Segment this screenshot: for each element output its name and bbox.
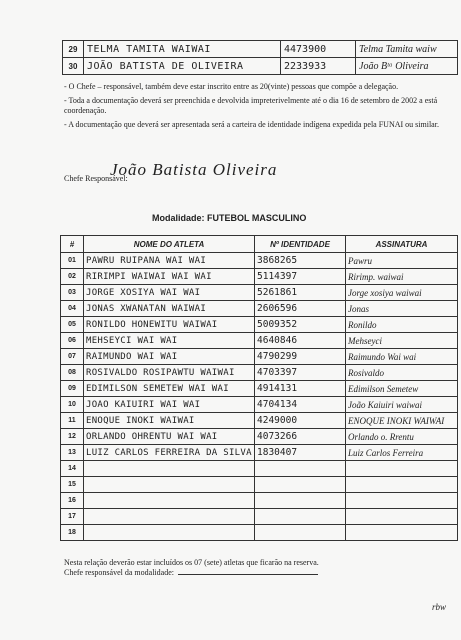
reserve-note: Nesta relação deverão estar incluídos os 07 (sete) atletas que ficarão na reserva. bbox=[64, 558, 319, 567]
signature: João Bᵗᵃ Oliveira bbox=[356, 58, 458, 75]
table-row bbox=[61, 525, 458, 541]
identity-number: 4073266 bbox=[255, 429, 346, 445]
table-row bbox=[61, 333, 458, 349]
athlete-name: RONILDO HONEWITU WAIWAI bbox=[84, 317, 255, 333]
identity-number bbox=[255, 493, 346, 509]
signature: Orlando o. Rrentu bbox=[346, 429, 458, 445]
chefe-modalidade-label: Chefe responsável da modalidade: bbox=[64, 568, 174, 577]
row-number: 17 bbox=[61, 509, 84, 525]
signature: Mehseyci bbox=[346, 333, 458, 349]
table-row bbox=[61, 429, 458, 445]
chefe-label: Chefe Responsável: bbox=[64, 174, 128, 183]
signature bbox=[346, 477, 458, 493]
signature bbox=[346, 461, 458, 477]
instructions-block bbox=[64, 82, 444, 133]
table-row bbox=[61, 253, 458, 269]
athlete-name: JOÃO BATISTA DE OLIVEIRA bbox=[84, 58, 281, 75]
identity-number bbox=[255, 509, 346, 525]
signature: Luiz Carlos Ferreira bbox=[346, 445, 458, 461]
identity-number: 4249000 bbox=[255, 413, 346, 429]
identity-number: 4640846 bbox=[255, 333, 346, 349]
row-number: 02 bbox=[61, 269, 84, 285]
row-number: 03 bbox=[61, 285, 84, 301]
identity-number: 5114397 bbox=[255, 269, 346, 285]
header-num: # bbox=[61, 236, 84, 253]
signature: Edimilson Semetew bbox=[346, 381, 458, 397]
row-number: 01 bbox=[61, 253, 84, 269]
athlete-name: ROSIVALDO ROSIPAWTU WAIWAI bbox=[84, 365, 255, 381]
table-row bbox=[61, 445, 458, 461]
identity-number: 4703397 bbox=[255, 365, 346, 381]
row-number: 07 bbox=[61, 349, 84, 365]
table-row bbox=[63, 41, 458, 58]
row-number: 10 bbox=[61, 397, 84, 413]
row-number: 15 bbox=[61, 477, 84, 493]
athlete-name: ORLANDO OHRENTU WAI WAI bbox=[84, 429, 255, 445]
identity-number: 4790299 bbox=[255, 349, 346, 365]
athlete-name bbox=[84, 509, 255, 525]
row-number: 11 bbox=[61, 413, 84, 429]
identity-number bbox=[255, 525, 346, 541]
signature bbox=[346, 509, 458, 525]
identity-number: 2233933 bbox=[281, 58, 356, 75]
athlete-name: LUIZ CARLOS FERREIRA DA SILVA bbox=[84, 445, 255, 461]
table-row bbox=[61, 285, 458, 301]
athlete-name bbox=[84, 477, 255, 493]
table-row bbox=[61, 461, 458, 477]
table-header-row bbox=[61, 236, 458, 253]
table-row bbox=[63, 58, 458, 75]
header-ident: Nº IDENTIDADE bbox=[255, 236, 346, 253]
athletes-table bbox=[60, 235, 458, 541]
identity-number: 2606596 bbox=[255, 301, 346, 317]
signature: Rosivaldo bbox=[346, 365, 458, 381]
signature: Jonas bbox=[346, 301, 458, 317]
row-number: 29 bbox=[63, 41, 84, 58]
table-row bbox=[61, 381, 458, 397]
row-number: 13 bbox=[61, 445, 84, 461]
signature: Raimundo Wai wai bbox=[346, 349, 458, 365]
identity-number: 3868265 bbox=[255, 253, 346, 269]
signature: Telma Tamita waiw bbox=[356, 41, 458, 58]
athlete-name: JONAS XWANATAN WAIWAI bbox=[84, 301, 255, 317]
athlete-name: MEHSEYCI WAI WAI bbox=[84, 333, 255, 349]
table-row bbox=[61, 365, 458, 381]
chefe-signature: João Batista Oliveira bbox=[110, 160, 278, 179]
row-number: 14 bbox=[61, 461, 84, 477]
identity-number bbox=[255, 477, 346, 493]
signature: Ririmp. waiwai bbox=[346, 269, 458, 285]
athlete-name bbox=[84, 493, 255, 509]
athlete-name: JORGE XOSIYA WAI WAI bbox=[84, 285, 255, 301]
identity-number: 4704134 bbox=[255, 397, 346, 413]
table-row bbox=[61, 493, 458, 509]
identity-number: 5009352 bbox=[255, 317, 346, 333]
row-number: 09 bbox=[61, 381, 84, 397]
chefe-modalidade-row bbox=[64, 568, 319, 578]
signature: Ronildo bbox=[346, 317, 458, 333]
table-row bbox=[61, 413, 458, 429]
table-row bbox=[61, 477, 458, 493]
modalidade-title: Modalidade: FUTEBOL MASCULINO bbox=[152, 213, 307, 223]
row-number: 30 bbox=[63, 58, 84, 75]
table-row bbox=[61, 269, 458, 285]
identity-number: 5261861 bbox=[255, 285, 346, 301]
table-row bbox=[61, 317, 458, 333]
table-row bbox=[61, 509, 458, 525]
athlete-name bbox=[84, 461, 255, 477]
table-row bbox=[61, 397, 458, 413]
row-number: 08 bbox=[61, 365, 84, 381]
signature bbox=[346, 525, 458, 541]
athlete-name: JOAO KAIUIRI WAI WAI bbox=[84, 397, 255, 413]
row-number: 04 bbox=[61, 301, 84, 317]
athlete-name: PAWRU RUIPANA WAI WAI bbox=[84, 253, 255, 269]
identity-number: 4914131 bbox=[255, 381, 346, 397]
athlete-name bbox=[84, 525, 255, 541]
row-number: 06 bbox=[61, 333, 84, 349]
row-number: 05 bbox=[61, 317, 84, 333]
table-row bbox=[61, 301, 458, 317]
signature: ENOQUE INOKI WAIWAI bbox=[346, 413, 458, 429]
signature bbox=[346, 493, 458, 509]
top-roster-table bbox=[62, 40, 458, 75]
athlete-name: ENOQUE INOKI WAIWAI bbox=[84, 413, 255, 429]
row-number: 16 bbox=[61, 493, 84, 509]
note-2: - Toda a documentação deverá ser preenchida e devolvida impreterivelmente até o dia 16 de setembro de 2002 a está coordenação. bbox=[64, 95, 438, 115]
page-mark: rbw bbox=[432, 602, 447, 612]
signature-line bbox=[178, 574, 318, 575]
footer-block bbox=[64, 558, 319, 578]
header-name: NOME DO ATLETA bbox=[84, 236, 255, 253]
row-number: 18 bbox=[61, 525, 84, 541]
athlete-name: RAIMUNDO WAI WAI bbox=[84, 349, 255, 365]
identity-number: 1830407 bbox=[255, 445, 346, 461]
identity-number bbox=[255, 461, 346, 477]
athlete-name: TELMA TAMITA WAIWAI bbox=[84, 41, 281, 58]
note-3: - A documentação que deverá ser apresentada será a carteira de identidade indígena expedida pela FUNAI ou similar. bbox=[64, 119, 439, 129]
table-row bbox=[61, 349, 458, 365]
signature: Pawru bbox=[346, 253, 458, 269]
row-number: 12 bbox=[61, 429, 84, 445]
identity-number: 4473900 bbox=[281, 41, 356, 58]
note-1: - O Chefe – responsável, também deve estar inscrito entre as 20(vinte) pessoas que compõe a delegação. bbox=[64, 82, 399, 91]
signature: João Kaiuiri waiwai bbox=[346, 397, 458, 413]
header-signature: ASSINATURA bbox=[346, 236, 458, 253]
athlete-name: EDIMILSON SEMETEW WAI WAI bbox=[84, 381, 255, 397]
signature: Jorge xosiya waiwai bbox=[346, 285, 458, 301]
athlete-name: RIRIMPI WAIWAI WAI WAI bbox=[84, 269, 255, 285]
